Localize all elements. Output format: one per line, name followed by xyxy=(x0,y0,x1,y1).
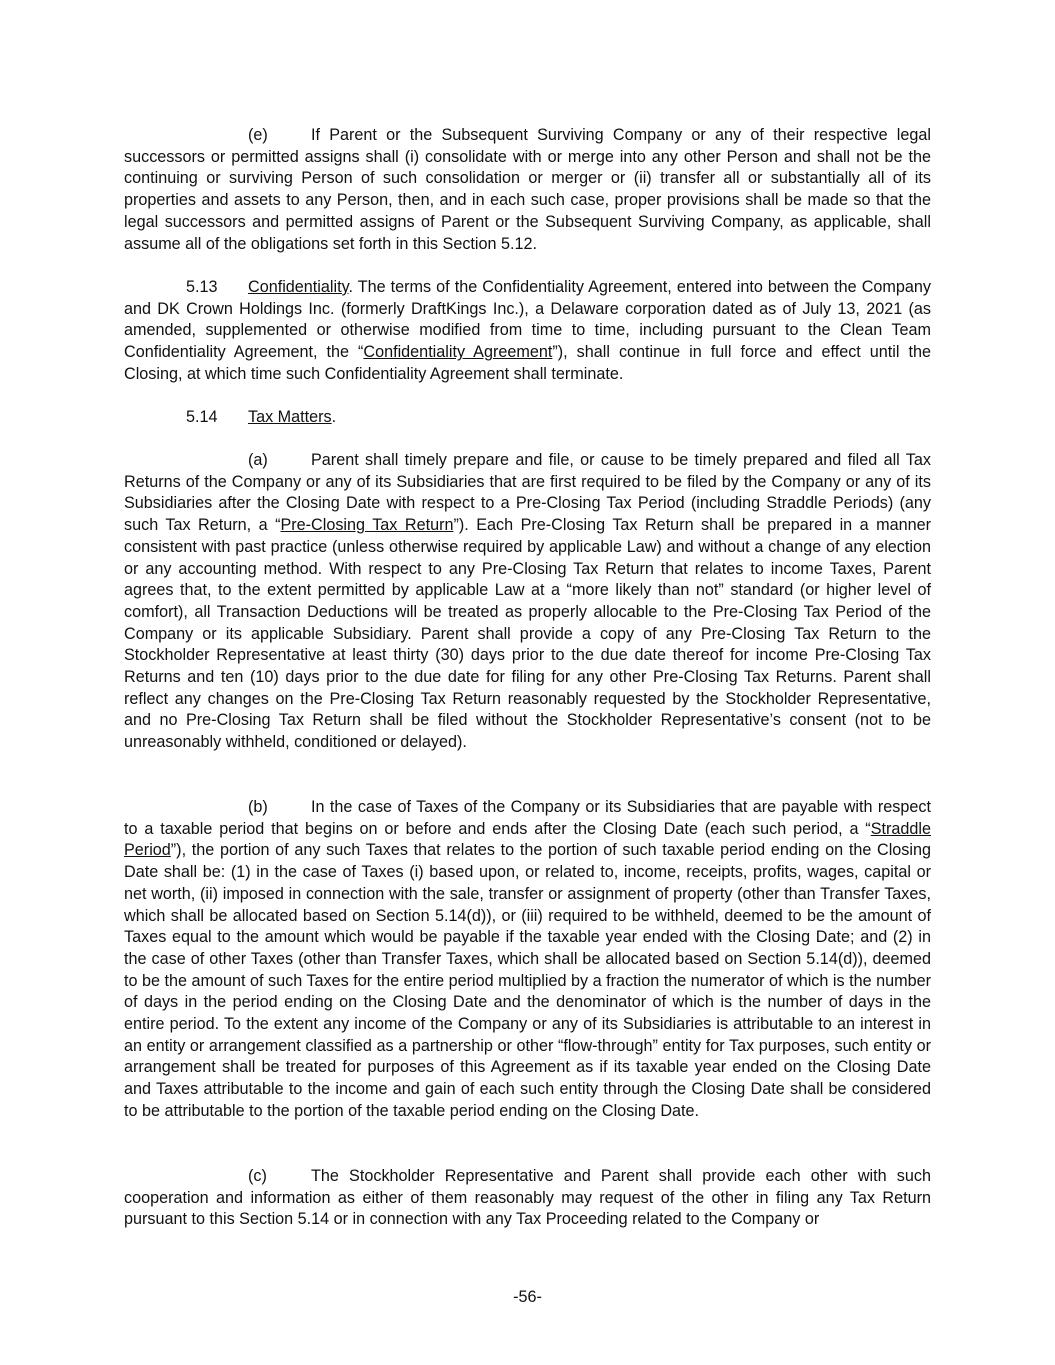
paragraph-text: In the case of Taxes of the Company or its Subsidiaries that are payable with respect to a taxable period that begins on or before and ends after the Closing Date (each such period, a “ xyxy=(124,798,931,838)
paragraph-5-14-b xyxy=(124,797,931,1123)
paragraph-text: Parent shall timely prepare and file, or cause to be timely prepared and filed all Tax Returns of the Company or any of its Subsidiaries that are first required to be filed by the Company or any of its Subsidiaries after the Closing Date with respect to a Pre-Closing Tax Period (including Straddle Periods) (any such Tax Return, a “ xyxy=(124,451,931,535)
paragraph-text: ”), shall continue in full force and effect until the Closing, at which time such Confidentiality Agreement shall terminate. xyxy=(124,343,931,383)
subsection-label: (e) xyxy=(248,126,268,144)
defined-term: Pre-Closing Tax Return xyxy=(280,516,454,535)
section-number: 5.13 xyxy=(186,278,218,296)
section-number: 5.14 xyxy=(186,408,218,426)
section-heading: Tax Matters xyxy=(248,408,332,426)
paragraph-5-12-e xyxy=(124,125,931,255)
heading-suffix: . xyxy=(331,408,337,426)
defined-term: Confidentiality Agreement xyxy=(363,343,553,362)
paragraph-5-14-c xyxy=(124,1166,931,1231)
page-number: -56- xyxy=(513,1288,542,1306)
subsection-label: (a) xyxy=(248,451,268,469)
paragraph-5-14-a xyxy=(124,450,931,754)
paragraph-5-13 xyxy=(124,277,931,386)
paragraph-text: . The terms of the Confidentiality Agreement, entered into between the Company and DK Crown Holdings Inc. (formerly DraftKings Inc.), a Delaware corporation dated as of July 13, 2021 (as amended, supplemented or otherwise modified from time to time, including pursuant to the Clean Team Confidentiality Agreement, the “ xyxy=(124,278,931,362)
paragraph-text: ”), the portion of any such Taxes that relates to the portion of such taxable period ending on the Closing Date shall be: (1) in the case of Taxes (i) based upon, or related to, income, receipts, profits, wages, capital or net worth, (ii) imposed in connection with the sale, transfer or assignment of property (other than Transfer Taxes, which shall be allocated based on Section 5.14(d)), or (iii) required to be withheld, deemed to be the amount of Taxes equal to the amount which would be payable if the taxable year ended with the Closing Date; and (2) in the case of other Taxes (other than Transfer Taxes, which shall be allocated based on Section 5.14(d)), deemed to be the amount of such Taxes for the entire period multiplied by a fraction the numerator of which is the number of days in the period ending on the Closing Date and the denominator of which is the number of days in the entire period. To the extent any income of the Company or any of its Subsidiaries is attributable to an interest in an entity or arrangement classified as a partnership or other “flow-through” entity for Tax purposes, such entity or arrangement shall be treated for purposes of this Agreement as if its taxable year ended on the Closing Date and Taxes attributable to the income and gain of each such entity through the Closing Date shall be considered to be attributable to the portion of the taxable period ending on the Closing Date. xyxy=(124,841,931,1120)
subsection-label: (b) xyxy=(248,798,268,816)
section-heading: Confidentiality xyxy=(248,278,349,296)
paragraph-text: ”). Each Pre-Closing Tax Return shall be prepared in a manner consistent with past practice (unless otherwise required by applicable Law) and without a change of any election or any accounting method. With respect to any Pre-Closing Tax Return that relates to income Taxes, Parent agrees that, to the extent permitted by applicable Law at a “more likely than not” standard (or higher level of comfort), all Transaction Deductions will be treated as properly allocable to the Pre-Closing Tax Period of the Company or its applicable Subsidiary. Parent shall provide a copy of any Pre-Closing Tax Return to the Stockholder Representative at least thirty (30) days prior to the due date thereof for income Pre-Closing Tax Returns and ten (10) days prior to the due date for filing for any other Pre-Closing Tax Returns. Parent shall reflect any changes on the Pre-Closing Tax Return reasonably requested by the Stockholder Representative, and no Pre-Closing Tax Return shall be filed without the Stockholder Representative’s consent (not to be unreasonably withheld, conditioned or delayed). xyxy=(124,516,932,752)
paragraph-text: The Stockholder Representative and Parent shall provide each other with such cooperation and information as either of them reasonably may request of the other in filing any Tax Return pursuant to this Section 5.14 or in connection with any Tax Proceeding related to the Company or xyxy=(124,1167,931,1229)
paragraph-text: If Parent or the Subsequent Surviving Company or any of their respective legal successors or permitted assigns shall (i) consolidate with or merge into any other Person and shall not be the continuing or surviving Person of such consolidation or merger or (ii) transfer all or substantially all of its properties and assets to any Person, then, and in each such case, proper provisions shall be made so that the legal successors and permitted assigns of Parent or the Subsequent Surviving Company, as applicable, shall assume all of the obligations set forth in this Section 5.12. xyxy=(124,126,931,253)
subsection-label: (c) xyxy=(248,1167,267,1185)
section-heading-5-14 xyxy=(124,407,931,429)
defined-term: Straddle Period xyxy=(124,819,931,860)
